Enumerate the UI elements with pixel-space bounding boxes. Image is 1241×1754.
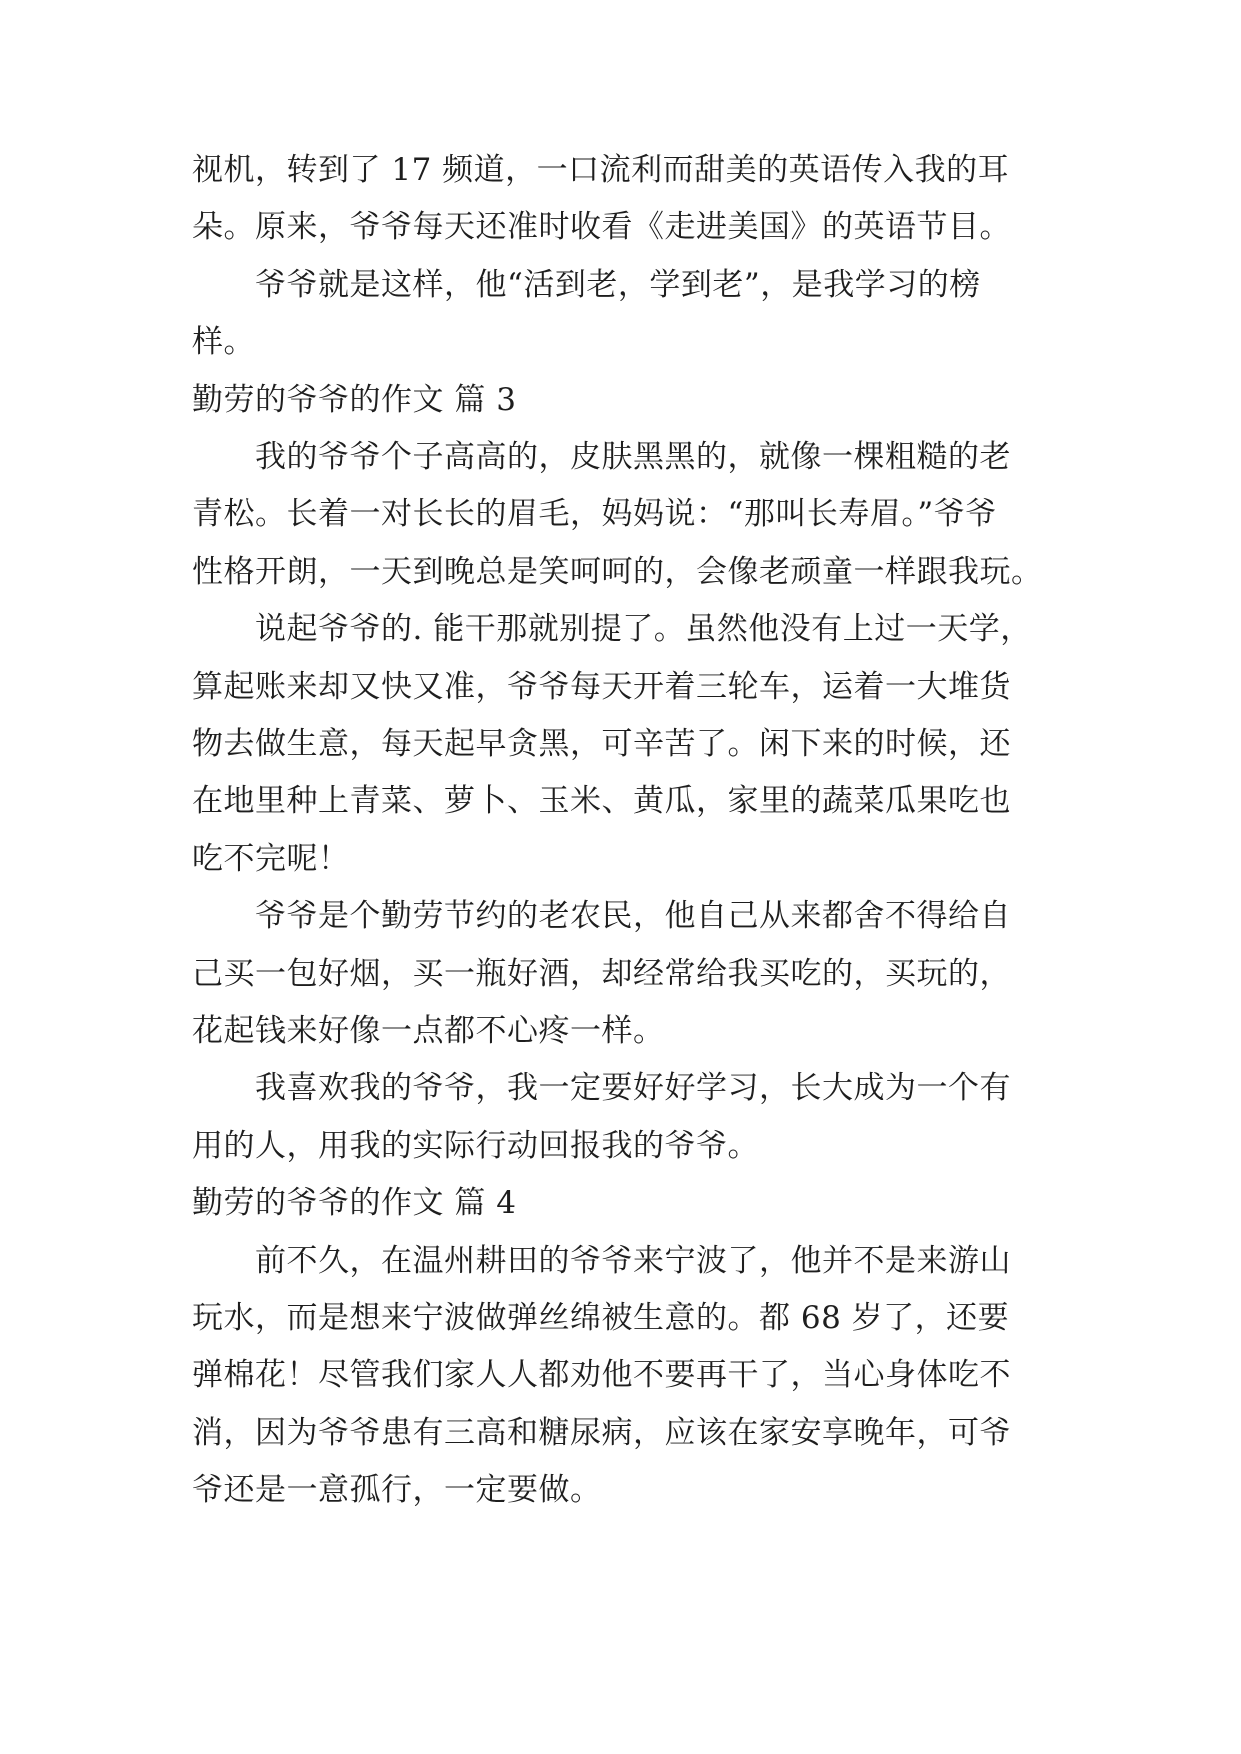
paragraph-line: 我的爷爷个子高高的，皮肤黑黑的，就像一棵粗糙的老 <box>255 439 1011 475</box>
paragraph-line: 样。 <box>192 324 255 360</box>
paragraph-line: 吃不完呢！ <box>192 841 350 877</box>
paragraph-line: 爷爷是个勤劳节约的老农民，他自己从来都舍不得给自 <box>255 898 1011 934</box>
paragraph-line: 我喜欢我的爷爷，我一定要好好学习，长大成为一个有 <box>255 1070 1011 1106</box>
section-heading: 勤劳的爷爷的作文 篇 4 <box>192 1185 517 1221</box>
paragraph-line: 物去做生意，每天起早贪黑，可辛苦了。闲下来的时候，还 <box>192 726 1011 762</box>
paragraph-line: 玩水，而是想来宁波做弹丝绵被生意的。都 68 岁了，还要 <box>192 1300 1010 1336</box>
paragraph-line: 花起钱来好像一点都不心疼一样。 <box>192 1013 665 1049</box>
paragraph-line: 前不久，在温州耕田的爷爷来宁波了，他并不是来游山 <box>255 1243 1011 1279</box>
paragraph-line: 爷爷就是这样，他“活到老，学到老”，是我学习的榜 <box>255 267 981 303</box>
paragraph-line: 己买一包好烟，买一瓶好酒，却经常给我买吃的，买玩的， <box>192 956 1011 992</box>
paragraph-line: 算起账来却又快又准，爷爷每天开着三轮车，运着一大堆货 <box>192 669 1011 705</box>
paragraph-line: 朵。原来，爷爷每天还准时收看《走进美国》的英语节目。 <box>192 209 1011 245</box>
paragraph-line: 性格开朗，一天到晚总是笑呵呵的，会像老顽童一样跟我玩。 <box>192 554 1043 590</box>
paragraph-line: 在地里种上青菜、萝卜、玉米、黄瓜，家里的蔬菜瓜果吃也 <box>192 783 1011 819</box>
paragraph-line: 弹棉花！尽管我们家人人都劝他不要再干了，当心身体吃不 <box>192 1357 1011 1393</box>
paragraph-line: 用的人，用我的实际行动回报我的爷爷。 <box>192 1128 759 1164</box>
paragraph-line: 青松。长着一对长长的眉毛，妈妈说：“那叫长寿眉。”爷爷 <box>192 496 997 532</box>
section-heading: 勤劳的爷爷的作文 篇 3 <box>192 382 517 418</box>
paragraph-line: 消，因为爷爷患有三高和糖尿病，应该在家安享晚年，可爷 <box>192 1415 1011 1451</box>
paragraph-line: 视机，转到了 17 频道，一口流利而甜美的英语传入我的耳 <box>192 152 1010 188</box>
paragraph-line: 爷还是一意孤行，一定要做。 <box>192 1472 602 1508</box>
paragraph-line: 说起爷爷的. 能干那就别提了。虽然他没有上过一天学， <box>255 611 1032 647</box>
